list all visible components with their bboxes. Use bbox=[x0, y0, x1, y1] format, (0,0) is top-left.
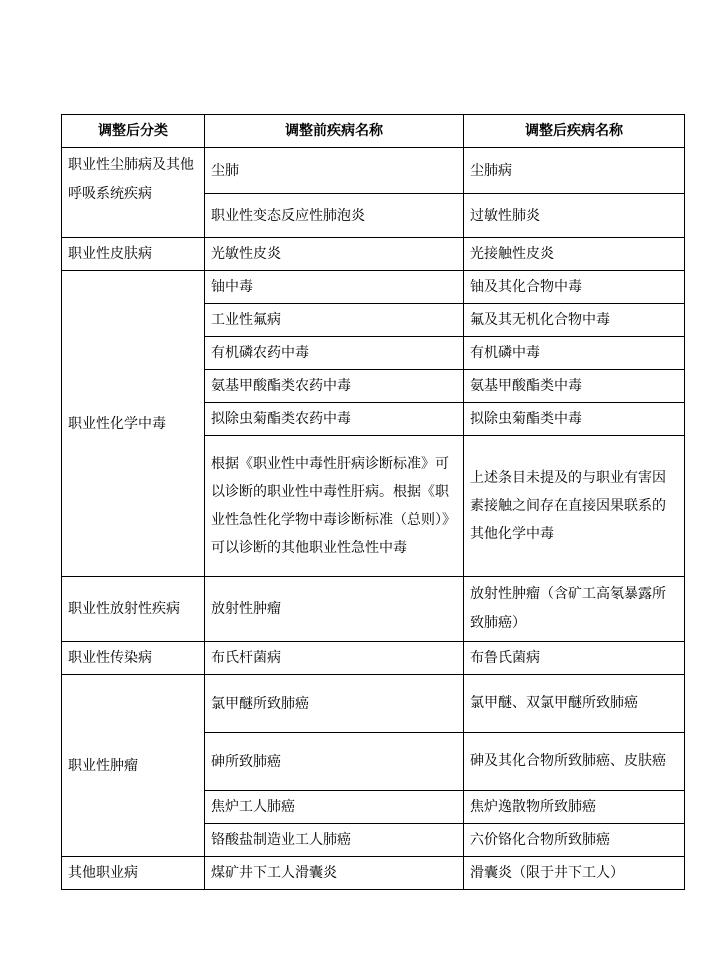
before-name-cell: 尘肺 bbox=[205, 148, 464, 194]
category-cell: 职业性放射性疾病 bbox=[62, 577, 205, 642]
before-name-cell: 职业性变态反应性肺泡炎 bbox=[205, 194, 464, 238]
table-row bbox=[62, 675, 685, 733]
before-name-cell: 工业性氟病 bbox=[205, 304, 464, 337]
after-name-cell: 拟除虫菊酯类中毒 bbox=[464, 403, 685, 436]
table-row bbox=[62, 271, 685, 304]
table-row bbox=[62, 238, 685, 271]
before-name-cell: 拟除虫菊酯类农药中毒 bbox=[205, 403, 464, 436]
header-after-name: 调整后疾病名称 bbox=[464, 115, 685, 148]
after-name-cell: 有机磷中毒 bbox=[464, 337, 685, 370]
category-cell: 职业性化学中毒 bbox=[62, 271, 205, 577]
after-name-cell: 上述条目未提及的与职业有害因素接触之间存在直接因果联系的其他化学中毒 bbox=[464, 436, 685, 577]
before-name-cell: 布氏杆菌病 bbox=[205, 642, 464, 675]
after-name-cell: 布鲁氏菌病 bbox=[464, 642, 685, 675]
before-name-cell: 有机磷农药中毒 bbox=[205, 337, 464, 370]
before-name-cell: 铬酸盐制造业工人肺癌 bbox=[205, 824, 464, 857]
after-name-cell: 滑囊炎（限于井下工人） bbox=[464, 857, 685, 890]
after-name-cell: 铀及其化合物中毒 bbox=[464, 271, 685, 304]
before-name-cell: 煤矿井下工人滑囊炎 bbox=[205, 857, 464, 890]
before-name-cell: 砷所致肺癌 bbox=[205, 733, 464, 791]
category-cell: 职业性尘肺病及其他呼吸系统疾病 bbox=[62, 148, 205, 238]
category-cell: 其他职业病 bbox=[62, 857, 205, 890]
table-row bbox=[62, 577, 685, 642]
table-row bbox=[62, 642, 685, 675]
table-row bbox=[62, 148, 685, 194]
disease-adjustment-table bbox=[61, 114, 685, 890]
before-name-cell: 根据《职业性中毒性肝病诊断标准》可以诊断的职业性中毒性肝病。根据《职业性急性化学物中毒诊断标准（总则）》可以诊断的其他职业性急性中毒 bbox=[205, 436, 464, 577]
before-name-cell: 放射性肿瘤 bbox=[205, 577, 464, 642]
category-cell: 职业性肿瘤 bbox=[62, 675, 205, 857]
after-name-cell: 放射性肿瘤（含矿工高氡暴露所致肺癌） bbox=[464, 577, 685, 642]
before-name-cell: 氨基甲酸酯类农药中毒 bbox=[205, 370, 464, 403]
disease-table-container bbox=[61, 114, 685, 890]
header-row bbox=[62, 115, 685, 148]
before-name-cell: 氯甲醚所致肺癌 bbox=[205, 675, 464, 733]
after-name-cell: 氟及其无机化合物中毒 bbox=[464, 304, 685, 337]
after-name-cell: 光接触性皮炎 bbox=[464, 238, 685, 271]
after-name-cell: 砷及其化合物所致肺癌、皮肤癌 bbox=[464, 733, 685, 791]
category-cell: 职业性传染病 bbox=[62, 642, 205, 675]
after-name-cell: 氨基甲酸酯类中毒 bbox=[464, 370, 685, 403]
before-name-cell: 铀中毒 bbox=[205, 271, 464, 304]
header-category: 调整后分类 bbox=[62, 115, 205, 148]
before-name-cell: 焦炉工人肺癌 bbox=[205, 791, 464, 824]
table-row bbox=[62, 857, 685, 890]
category-cell: 职业性皮肤病 bbox=[62, 238, 205, 271]
after-name-cell: 焦炉逸散物所致肺癌 bbox=[464, 791, 685, 824]
before-name-cell: 光敏性皮炎 bbox=[205, 238, 464, 271]
after-name-cell: 过敏性肺炎 bbox=[464, 194, 685, 238]
after-name-cell: 六价铬化合物所致肺癌 bbox=[464, 824, 685, 857]
after-name-cell: 尘肺病 bbox=[464, 148, 685, 194]
after-name-cell: 氯甲醚、双氯甲醚所致肺癌 bbox=[464, 675, 685, 733]
header-before-name: 调整前疾病名称 bbox=[205, 115, 464, 148]
